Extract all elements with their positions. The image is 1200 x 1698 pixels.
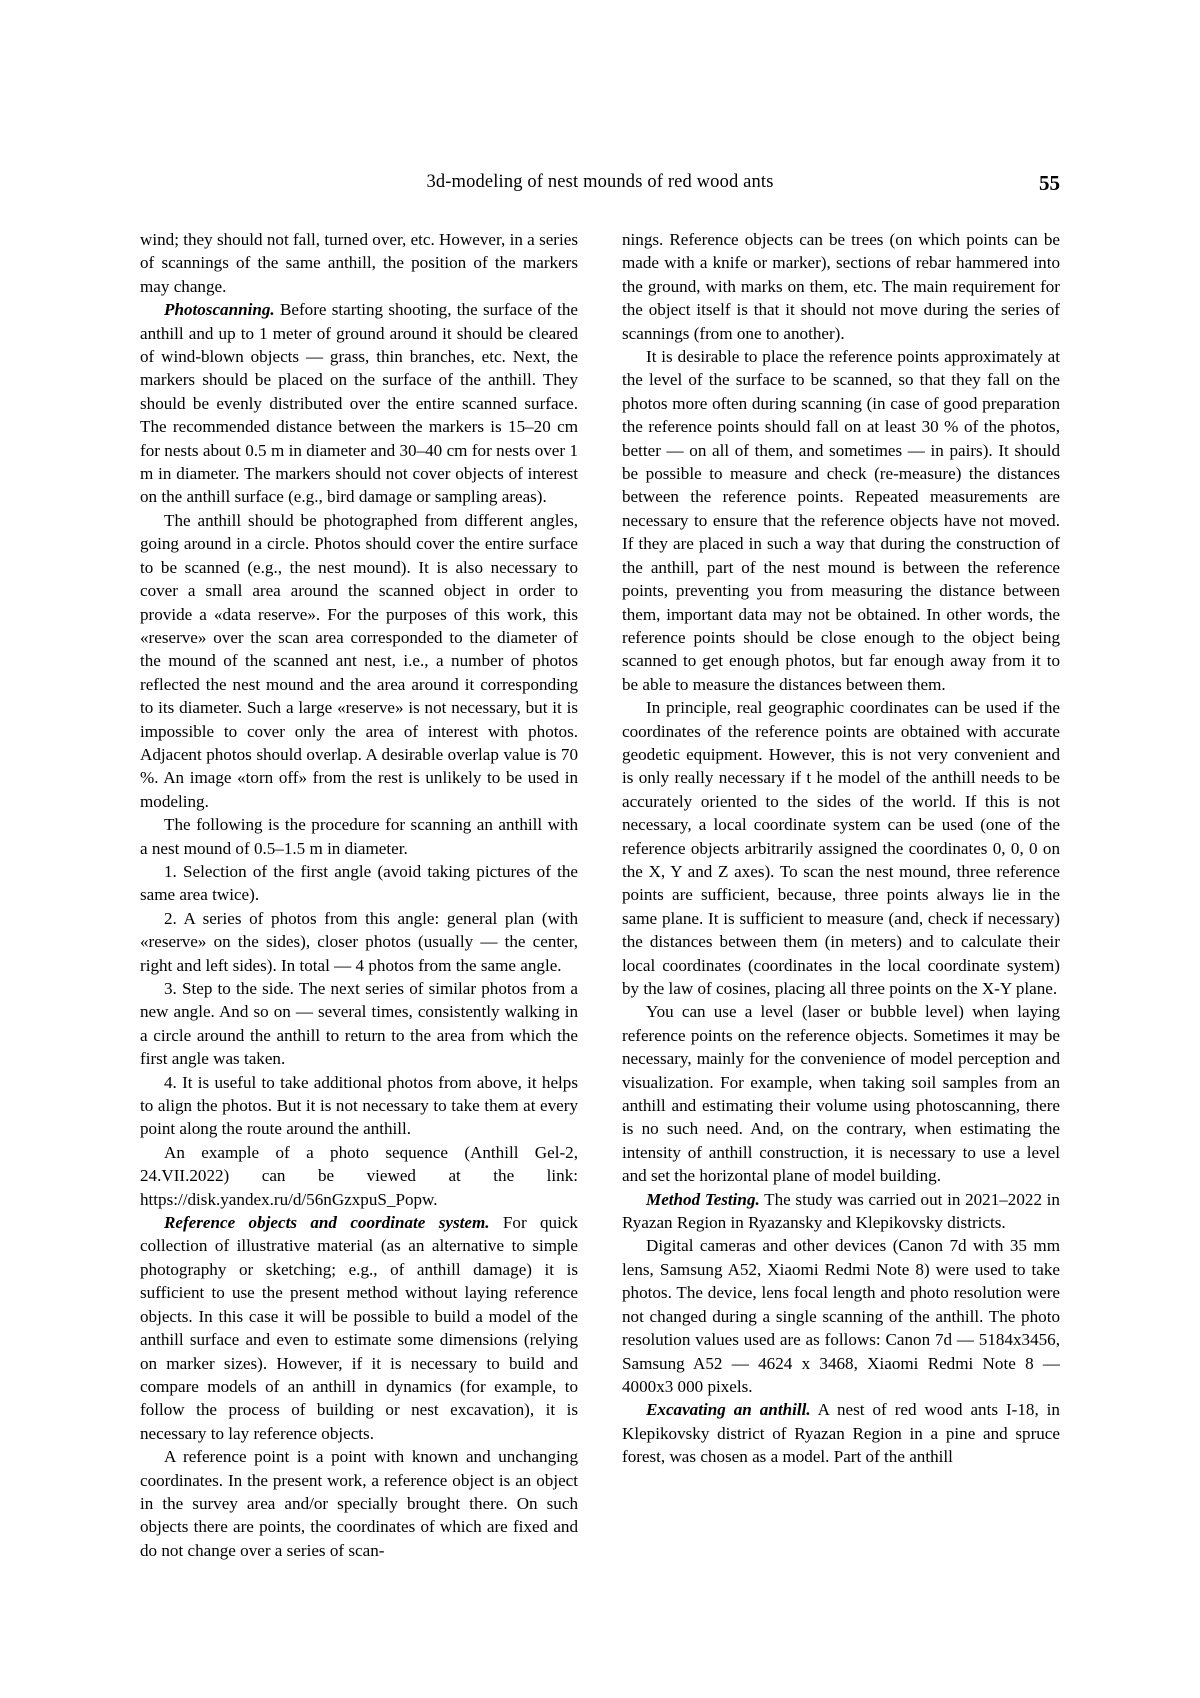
run-in-heading: Excavating an anthill. [646,1400,811,1420]
paragraph-text: The anthill should be photographed from different angles, going around in a circle. Photos should cover the entire surface to be scanned (e.g., the nest mound). It is also necessary to cover a small area around the scanned object in order to provide a «data reserve». For the purposes of this work, this «reserve» over the scan area corresponded to the diameter of the mound of the scanned ant nest, i.e., a number of photos reflected the nest mound and the area around it corresponding to its diameter. Such a large «reserve» is not necessary, but it is impossible to cover only the area of interest with photos. Adjacent photos should overlap. A desirable overlap value is 70 %. An image «torn off» from the rest is unlikely to be used in modeling. [140,510,578,811]
paragraph [622,1000,1060,1187]
paragraph [140,1211,578,1445]
paragraph-text: In principle, real geographic coordinates can be used if the coordinates of the reference points are obtained with accurate geodetic equipment. However, this is not very convenient and is only really necessary if t he model of the anthill needs to be accurately oriented to the sides of the world. If this is not necessary, a local coordinate system can be used (one of the reference objects arbitrarily assigned the coordinates 0, 0, 0 on the X, Y and Z axes). To scan the nest mound, three reference points are sufficient, because, three points always lie in the same plane. It is sufficient to measure (and, check if necessary) the distances between them (in meters) and to calculate their local coordinates (coordinates in the local coordinate system) by the law of cosines, placing all three points on the X-Y plane. [622,698,1060,998]
paragraph [140,298,578,509]
paragraph-text: Before starting shooting, the surface of the anthill and up to 1 meter of ground around it should be cleared of wind-blown objects — grass, thin branches, etc. Next, the markers should be placed on the surface of the anthill. They should be evenly distributed over the entire scanned surface. The recommended distance between the markers is 15–20 cm for nests about 0.5 m in diameter and 30–40 cm for nests over 1 m in diameter. The markers should not cover objects of interest on the anthill surface (e.g., bird damage or sampling areas). [140,300,578,507]
paragraph-text: nings. Reference objects can be trees (on which points can be made with a knife or marker), sections of rebar hammered into the ground, with marks on them, etc. The main requirement for the object itself is that it should not move during the series of scannings (from one to another). [622,230,1060,343]
paragraph [140,1141,578,1211]
paragraph-text: It is desirable to place the reference points approximately at the level of the surface to be scanned, so that they fall on the photos more often during scanning (in case of good preparation the reference points should fall on at least 30 % of the photos, better — on all of them, and sometimes — in pairs). It should be possible to measure and check (re-measure) the distances between the reference points. Repeated measurements are necessary to ensure that the reference objects have not moved. If they are placed in such a way that during the construction of the anthill, part of the nest mound is between the reference points, preventing you from measuring the distance between them, important data may not be obtained. In other words, the reference points should be close enough to the object being scanned to get enough photos, but far enough away from it to be able to measure the distances between them. [622,347,1060,694]
paragraph [622,345,1060,696]
paragraph-text: For quick collection of illustrative material (as an alternative to simple photography or sketching; e.g., of anthill damage) it is sufficient to use the present method without laying reference objects. In this case it will be possible to build a model of the anthill surface and even to estimate some dimensions (relying on marker sizes). However, if it is necessary to build and compare models of an anthill in dynamics (for example, to follow the process of building or nest excavation), it is necessary to lay reference objects. [140,1213,578,1443]
paragraph-text: An example of a photo sequence (Anthill Gel-2, 24.VII.2022) can be viewed at the link: https://disk.yandex.ru/d/56nGzxpuS_Popw. [140,1142,578,1209]
left-column [140,228,578,1562]
paragraph [140,228,578,298]
paragraph [622,1398,1060,1468]
page-number: 55 [1039,171,1060,195]
paragraph [622,1234,1060,1398]
paragraph-text: You can use a level (laser or bubble level) when laying reference points on the reference objects. Sometimes it may be necessary, mainly for the convenience of model perception and visualization. For example, when taking soil samples from an anthill and estimating their volume using photoscanning, there is no such need. And, on the contrary, when estimating the intensity of anthill construction, it is necessary to use a level and set the horizontal plane of model building. [622,1002,1060,1186]
paragraph [140,1445,578,1562]
paragraph-text: The study was carried out in 2021–2022 in Ryazan Region in Ryazansky and Klepikovsky districts. [622,1189,1060,1233]
paragraph-text: 4. It is useful to take additional photos from above, it helps to align the photos. But it is not necessary to take them at every point along the route around the anthill. [140,1072,578,1139]
paragraph [140,977,578,1071]
paragraph [622,696,1060,1000]
paragraph-text: A reference point is a point with known and unchanging coordinates. In the present work, a reference object is an object in the survey area and/or specially brought there. On such objects there are points, the coordinates of which are fixed and do not change over a series of scan- [140,1447,578,1560]
page-header [140,172,1060,198]
paragraph-text: wind; they should not fall, turned over, etc. However, in a series of scannings of the same anthill, the position of the markers may change. [140,230,578,296]
paragraph [140,907,578,977]
paragraph-text: Digital cameras and other devices (Canon 7d with 35 mm lens, Samsung A52, Xiaomi Redmi Note 8) were used to take photos. The device, lens focal length and photo resolution were not changed during a single scanning of the anthill. The photo resolution values used are as follows: Canon 7d — 5184x3456, Samsung A52 — 4624 x 3468, Xiaomi Redmi Note 8 — 4000x3 000 pixels. [622,1236,1060,1396]
run-in-heading: Method Testing. [646,1189,760,1209]
paragraph-text: 1. Selection of the first angle (avoid taking pictures of the same area twice). [140,861,578,905]
right-column [622,228,1060,1562]
two-column-body [140,228,1060,1562]
paragraph [622,228,1060,345]
paragraph [140,813,578,860]
paragraph-text: The following is the procedure for scanning an anthill with a nest mound of 0.5–1.5 m in diameter. [140,815,578,858]
paragraph [140,1071,578,1141]
paragraph-text: 3. Step to the side. The next series of similar photos from a new angle. And so on — several times, consistently walking in a circle around the anthill to return to the area from which the first angle was taken. [140,979,578,1069]
run-in-heading: Reference objects and coordinate system. [164,1213,490,1233]
paragraph [140,509,578,813]
paragraph [140,860,578,907]
run-in-heading: Photoscanning. [164,300,275,320]
paragraph [622,1188,1060,1235]
paragraph-text: A nest of red wood ants I-18, in Klepikovsky district of Ryazan Region in a pine and spruce forest, was chosen as a model. Part of the anthill [622,1400,1060,1467]
paragraph-text: 2. A series of photos from this angle: general plan (with «reserve» on the sides), closer photos (usually — the center, right and left sides). In total — 4 photos from the same angle. [140,908,578,975]
running-title: 3d-modeling of nest mounds of red wood ants [426,172,774,192]
